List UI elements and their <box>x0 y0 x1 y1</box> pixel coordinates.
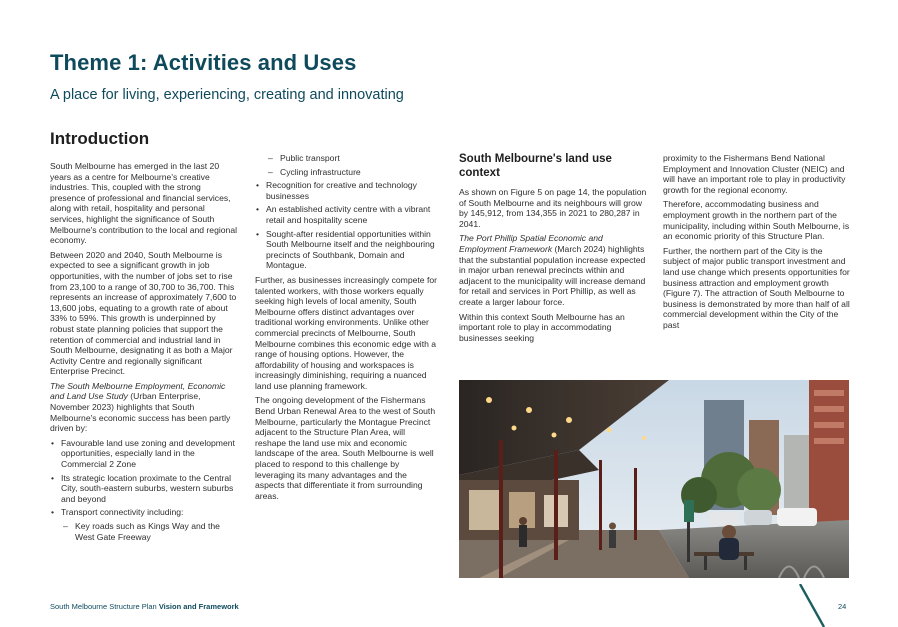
paragraph: Between 2020 and 2040, South Melbourne is expected to see a significant growth in job opportunities, with the number of jobs set to rise from 23,100 to a range of 30,700 to 36,700. This represents an increase of approximately 7,600 to 13,600 jobs, equating to a growth rate of about 33% to 59%. This growth is underpinned by robust state planning policies that support the retention of commercial and industrial land in South Melbourne, designating it as both a Major Activity Centre and regionally significant Enterprise Precinct. <box>50 249 237 377</box>
decorative-slash <box>797 584 827 627</box>
list-item: • Sought-after residential opportunities within South Melbourne itself and the neighbouring precincts of Southbank, Domain and Montague. <box>255 229 437 271</box>
sub-list-item: – Cycling infrastructure <box>255 167 437 178</box>
column-3 <box>459 187 647 347</box>
paragraph: Within this context South Melbourne has an important role to play in accommodating businesses seeking <box>459 311 625 343</box>
paragraph-text: (Urban Enterprise, November 2023) highlights that South Melbourne's economic success has been partly driven by: <box>50 391 231 434</box>
paragraph: South Melbourne has emerged in the last 20 years as a centre for Melbourne's creative industries. This, coupled with the strong presence of professional and financial services, along with retail, hospitality and personal services, highlight the significance of South Melbourne's contribution to the local and regional economy. <box>50 161 238 246</box>
paragraph-text: (March 2024) highlights that the substantial population increase expected in major urban renewal precincts within and adjacent to the municipality will increase demand for retail and services in Port Phillip, as well as create a larger labour force. <box>459 243 646 307</box>
sub-list-item: – Key roads such as Kings Way and the West Gate Freeway <box>50 521 238 542</box>
paragraph: proximity to the Fishermans Bend National Employment and Innovation Cluster (NEIC) and will have an important role to play in productivity growth for the regional economy. <box>663 153 846 195</box>
list-item: • Transport connectivity including: <box>50 507 238 518</box>
paragraph: The ongoing development of the Fishermans Bend Urban Renewal Area to the west of South Melbourne, particularly the Montague Precinct adjacent to the Structure Plan Area, will reshape the land use mix and economic landscape of the area. South Melbourne is well placed to respond to this challenge by leveraging its many advantages and the aspects that differentiate it from surrounding areas. <box>255 395 436 501</box>
street-scene-image <box>459 380 849 578</box>
study-title: The South Melbourne Employment, Economic and Land Use Study <box>50 380 226 402</box>
paragraph <box>459 233 647 307</box>
column-2 <box>255 153 437 505</box>
subsection-heading: South Melbourne's land use context <box>459 153 612 179</box>
sub-list-item: – Public transport <box>255 153 437 164</box>
paragraph: Therefore, accommodating business and employment growth in the northern part of the municipality, including within South Melbourne, is an economic priority of this Structure Plan. <box>663 199 850 242</box>
section-heading: Introduction <box>50 129 150 148</box>
bullet-list <box>255 153 437 271</box>
list-item: • Its strategic location proximate to the Central City, south-eastern suburbs, western suburbs and beyond <box>50 473 238 505</box>
framework-title: The Port Phillip Spatial Economic and Employment Framework <box>459 233 603 254</box>
footer-document-name <box>50 602 239 611</box>
list-item: • Recognition for creative and technology businesses <box>255 180 437 201</box>
paragraph <box>50 381 238 434</box>
column-4 <box>663 153 851 335</box>
page-title: Theme 1: Activities and Uses <box>50 50 357 75</box>
paragraph: As shown on Figure 5 on page 14, the population of South Melbourne and its neighbours will grow by 145,912, from 134,355 in 2021 to 280,287 in 2041. <box>459 187 647 229</box>
footer-text-bold: Vision and Framework <box>158 602 239 611</box>
paragraph: Further, the northern part of the City is the subject of major public transport investment and land use change which presents opportunities for business attraction and employment growth (Figure 7). The attraction of South Melbourne to business is demonstrated by more than half of all commercial development within the City of the past <box>663 245 850 330</box>
street-photo <box>459 380 849 578</box>
column-1 <box>50 161 238 546</box>
list-item: • Favourable land use zoning and development opportunities, especially land in the Commercial 2 Zone <box>50 438 238 470</box>
list-item: • An established activity centre with a vibrant retail and hospitality scene <box>255 204 437 225</box>
page-subtitle: A place for living, experiencing, creating and innovating <box>50 87 404 103</box>
page-number: 24 <box>838 602 847 611</box>
bullet-list <box>50 438 238 542</box>
paragraph: Further, as businesses increasingly compete for talented workers, with those workers equally seeking high levels of local amenity, South Melbourne offers distinct advantages over traditional working environments. Unlike other commercial precincts of Melbourne, South Melbourne combines this economic edge with a range of housing options. However, the affordability of housing and workspaces is increasingly diminishing, requiring a nuanced land use planning framework. <box>255 274 437 391</box>
footer-text: South Melbourne Structure Plan <box>50 602 159 611</box>
